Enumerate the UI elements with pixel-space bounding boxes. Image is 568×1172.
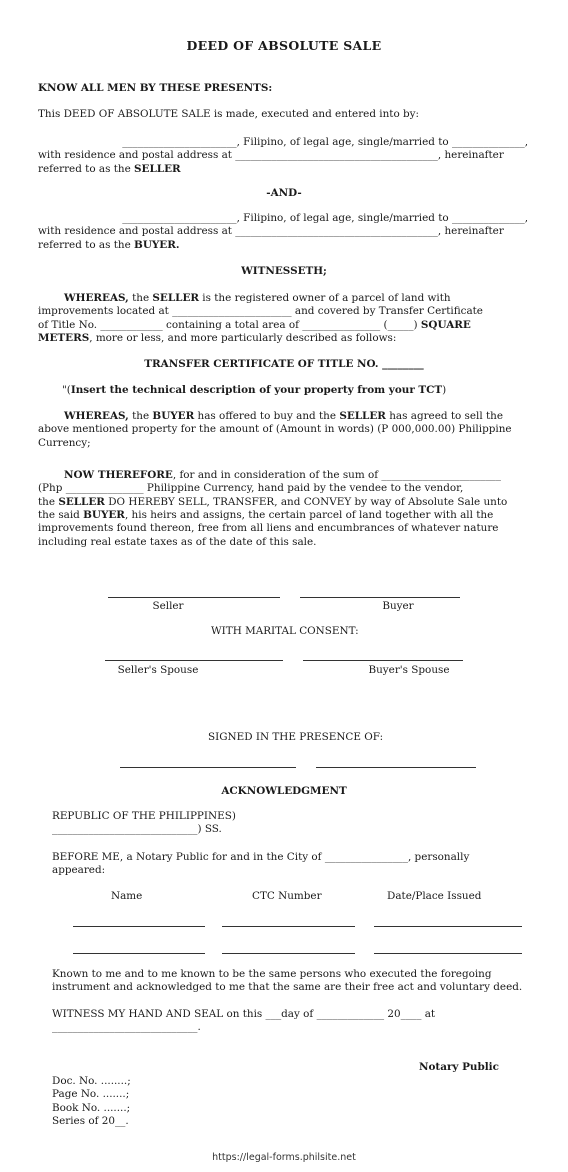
date-line-1 [374, 926, 522, 927]
column-date-label: Date/Place Issued [387, 890, 482, 902]
footer-url[interactable]: https://legal-forms.philsite.net [212, 1152, 356, 1163]
tct-heading: TRANSFER CERTIFICATE OF TITLE NO. ________ [144, 358, 424, 370]
whereas-clause-1: WHEREAS, the SELLER is the registered owner of a parcel of land with improvements located at _______________________ and covered by Transfer Certificate of Title No. ____________ containing a total area of _______________ (_____) SQUARE METERS, more or less, and more particularly described as follows: [38, 292, 483, 344]
acknowledgment-heading: ACKNOWLEDGMENT [221, 785, 347, 797]
series: Series of 20__. [52, 1114, 129, 1127]
signed-presence-heading: SIGNED IN THE PRESENCE OF: [208, 731, 384, 743]
seller-signature-line [108, 597, 280, 598]
notary-public-label: Notary Public [419, 1061, 499, 1073]
column-name-label: Name [111, 890, 143, 902]
republic-line: REPUBLIC OF THE PHILIPPINES) [52, 810, 236, 822]
ctc-line-1 [222, 926, 355, 927]
whereas-clause-2: WHEREAS, the BUYER has offered to buy and the SELLER has agreed to sell the above mentioned property for the amount of (Amount in words) (P 000,000.00) Philippine Currency; [38, 410, 512, 449]
doc-no: Doc. No. ........; [52, 1075, 131, 1087]
name-line-1 [73, 926, 205, 927]
buyer-spouse-signature-line [303, 660, 463, 661]
seller-spouse-signature-line [105, 660, 283, 661]
witness-hand-clause: WITNESS MY HAND AND SEAL on this ___day of _____________ 20____ at ____________________________. [52, 1008, 436, 1034]
buyer-signature-line [300, 597, 460, 598]
marital-consent-heading: WITH MARITAL CONSENT: [211, 625, 359, 637]
buyer-party-clause: ______________________, Filipino, of legal age, single/married to ______________, with residence and postal address at _______________________________________, hereinafter referred to as the BUYER. [38, 212, 528, 251]
now-therefore-clause: NOW THEREFORE, for and in consideration of the sum of _______________________ (Php _______________ Philippine Currency, hand paid by the vendee to the vendor, the SELLER DO HEREBY SELL, TRANSFER, and CONVEY by way of Absolute Sale unto the said BUYER, his heirs and assigns, the certain parcel of land together with all the improvements found thereon, free from all liens and encumbrances of whatever nature including real estate taxes as of the date of this sale. [38, 469, 508, 548]
document-title: DEED OF ABSOLUTE SALE [186, 38, 382, 53]
page-no: Page No. .......; [52, 1088, 130, 1101]
seller-party-clause: ______________________, Filipino, of legal age, single/married to ______________, with residence and postal address at _______________________________________, hereinafter referred to as the SELLER [38, 136, 528, 175]
date-line-2 [374, 953, 522, 954]
buyer-spouse-label: Buyer's Spouse [368, 664, 450, 676]
before-me-clause: BEFORE ME, a Notary Public for and in the City of ________________, personally appeared: [52, 851, 470, 877]
know-all-heading: KNOW ALL MEN BY THESE PRESENTS: [38, 82, 273, 94]
name-line-2 [73, 953, 205, 954]
known-clause: Known to me and to me known to be the same persons who executed the foregoing instrument and acknowledged to me that the same are their free act and voluntary deed. [52, 968, 523, 994]
buyer-label: Buyer [382, 600, 414, 612]
ctc-line-2 [222, 953, 355, 954]
seller-spouse-label: Seller's Spouse [117, 664, 199, 676]
ss-line: ____________________________) SS. [52, 823, 222, 835]
seller-label: Seller [152, 600, 184, 612]
insert-note: "(Insert the technical description of your property from your TCT) [62, 384, 447, 396]
column-ctc-label: CTC Number [252, 890, 322, 902]
witness-2-signature-line [316, 767, 476, 768]
notarial-register [52, 1075, 131, 1128]
book-no: Book No. .......; [52, 1101, 131, 1114]
and-separator: -AND- [266, 187, 302, 199]
witness-1-signature-line [120, 767, 296, 768]
witnesseth-heading: WITNESSETH; [241, 265, 327, 277]
intro-text: This DEED OF ABSOLUTE SALE is made, executed and entered into by: [38, 108, 420, 120]
